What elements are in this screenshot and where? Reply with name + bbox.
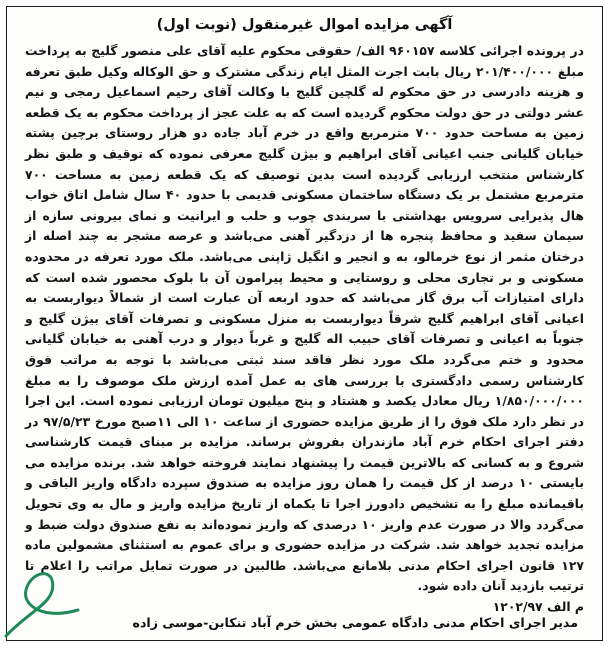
notice-title: آگهی مزایده اموال غیرمنقول (نوبت اول) [156,17,453,33]
notice-reference: م الف ۱۲۰۲/۹۷ [492,599,584,615]
notice-body-paragraph: در پرونده اجرائی کلاسه ۹۶۰۱۵۷ الف/ حقوقی محکوم علیه آقای علی منصور گلیج به پرداخت مبلغ ۲۰۱/۴۰۰/۰۰۰ ریال بابت اجرت المثل ایام زندگی مشترک و حق الوکاله وکیل طبق تعرفه و هزینه دادرسی در حق محکوم له گلچین گلیج با وکالت آقای رحیم اسماعیل رمجی و نیم عشر دولتی در حق دولت محکوم گردیده است که به علت عجز از پرداخت محکوم به یک قطعه زمین به مساحت حدود ۷۰۰ مترمربع واقع در خرم آباد جاده دو هزار روستای برچین پشته خیابان گلیانی جنب اعیانی آقای ابراهیم و بیژن گلیج معرفی نموده که توقیف و طبق نظر کارشناس منتخب ارزیابی گردیده است بدین توصیف که یک قطعه زمین به مساحت ۷۰۰ مترمربع مشتمل بر یک دستگاه ساختمان مسکونی قدیمی با حدود ۴۰ سال شامل اتاق خواب هال پذیرایی سرویس بهداشتی با سربندی چوب و حلب و ایرانیت و نمای بیرونی سازه از سیمان سفید و محافظ پنجره ها از دزدگیر آهنی می‌باشد و عرصه مشجر به چند اصله از درختان مثمر از نوع خرمالو، به و انجیر و انگیل ژاپنی می‌باشد. ملک مورد تعرفه در محدوده مسکونی و بر تجاری محلی و روستایی و محیط پیرامون آن با بلوک محصور شده است که دارای امتیازات آب برق گاز می‌باشد که حدود اربعه آن عبارت است از شمالاً دیواربست به اعیانی آقای ابراهیم گلیج شرقاً دیواربست به منزل مسکونی و تصرفات آقای بیژن گلیج و جنوباً به اعیانی و تصرفات آقای حبیب اله گلیج و غرباً دیوار و درب آهنی به خیابان گلیانی محدود و ختم می‌گردد ملک مورد نظر فاقد سند ثبتی می‌باشد با توجه به مراتب فوق کارشناس رسمی دادگستری با بررسی های به عمل آمده ارزش ملک موصوف را به مبلغ ۱/۸۵۰/۰۰۰/۰۰۰ ریال معادل یکصد و هشتاد و پنج میلیون تومان ارزیابی نموده است. این اجرا در نظر دارد ملک فوق را از طریق مزایده حضوری از ساعت ۱۰ الی ۱۱صبح مورخ ۹۷/۵/۲۳ در دفتر اجرای احکام خرم آباد مازندران بفروش برساند. مزایده بر مبنای قیمت کارشناسی شروع و به کسانی که بالاترین قیمت را پیشنهاد نمایند فروخته خواهد شد. برنده مزایده می بایستی ۱۰ درصد از کل قیمت را همان روز مزایده به صندوق سپرده دادگاه واریز الباقی و باقیمانده مبلغ را به تشخیص دادورز اجرا تا یکماه از تاریخ مزایده واریز و مال به وی تحویل می‌گردد والا در صورت عدم واریز ۱۰ درصدی که واریز نموده‌اند به نفع صندوق دولت ضبط و مزایده تجدید خواهد شد. شرکت در مزایده حضوری و برای عموم به استثنای مشمولین ماده ۱۲۷ قانون اجرای احکام مدنی بلامانع می‌باشد. طالبین در صورت تمایل مراتب را اعلام تا ترتیب بازدید آنان داده شود. [25,43,584,594]
notice-frame [6,6,603,641]
notice-signature: مدیر اجرای احکام مدنی دادگاه عمومی بخش خرم آباد تنکابن-موسی زاده [132,615,578,630]
notice-body [25,41,584,618]
